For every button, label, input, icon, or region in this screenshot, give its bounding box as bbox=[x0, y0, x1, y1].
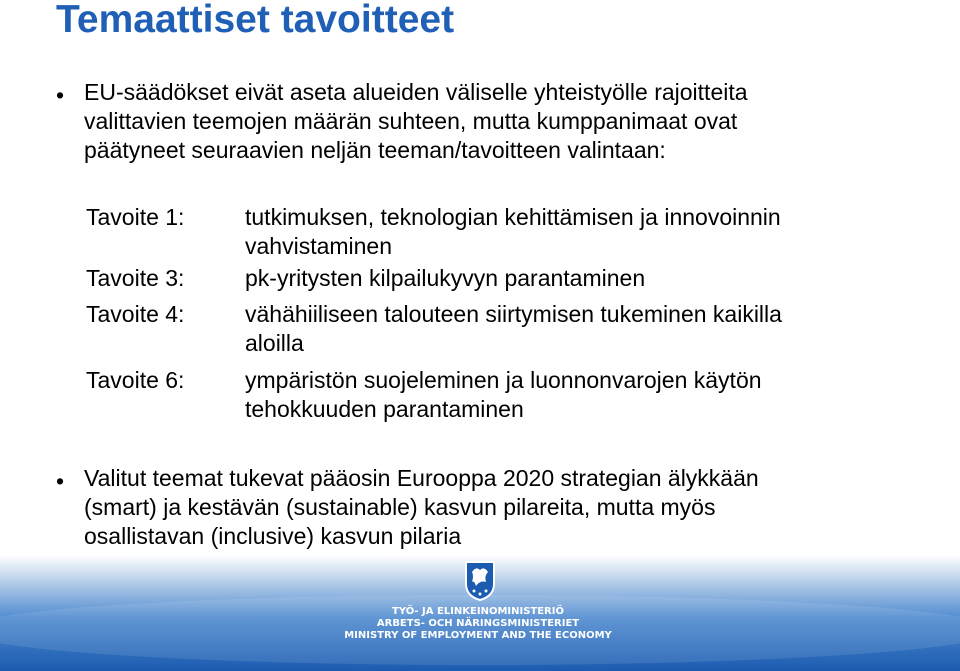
goal-desc-6 bbox=[245, 366, 762, 424]
goal-desc-line: ympäristön suojeleminen ja luonnonvarojen käytön bbox=[245, 367, 762, 393]
bullet-paragraph-1 bbox=[84, 78, 748, 165]
bullet-paragraph-2 bbox=[84, 464, 759, 551]
ministry-footer-banner bbox=[0, 555, 960, 671]
bullet-2-line: Valitut teemat tukevat pääosin Eurooppa 2020 strategian älykkään bbox=[84, 465, 759, 491]
bullet-2-line: (smart) ja kestävän (sustainable) kasvun pilareita, mutta myös bbox=[84, 494, 716, 520]
bullet-marker: • bbox=[56, 82, 65, 108]
ministry-name bbox=[340, 606, 616, 642]
goal-desc-line: tehokkuuden parantaminen bbox=[245, 396, 524, 422]
goal-desc-3 bbox=[245, 264, 645, 293]
goal-desc-4 bbox=[245, 300, 782, 358]
goal-desc-line: tutkimuksen, teknologian kehittämisen ja innovoinnin bbox=[245, 204, 781, 230]
goal-label-6: Tavoite 6: bbox=[86, 367, 185, 393]
goal-desc-1 bbox=[245, 203, 781, 261]
goal-label-3: Tavoite 3: bbox=[86, 265, 185, 291]
ministry-name-line: MINISTRY OF EMPLOYMENT AND THE ECONOMY bbox=[344, 630, 612, 641]
goal-desc-line: aloilla bbox=[245, 330, 304, 356]
goal-desc-line: vähähiiliseen talouteen siirtymisen tukeminen kaikilla bbox=[245, 301, 782, 327]
page-title: Temaattiset tavoitteet bbox=[56, 0, 455, 41]
goal-desc-line: pk-yritysten kilpailukyvyn parantaminen bbox=[245, 265, 646, 291]
bullet-1-line: EU-säädökset eivät aseta alueiden väliselle yhteistyölle rajoitteita bbox=[84, 79, 748, 105]
bullet-2-line: osallistavan (inclusive) kasvun pilaria bbox=[84, 523, 462, 549]
lion-crest-icon bbox=[462, 558, 498, 602]
ministry-name-line: ARBETS- OCH NÄRINGSMINISTERIET bbox=[376, 618, 580, 629]
ministry-name-line: TYÖ- JA ELINKEINOMINISTERIÖ bbox=[392, 606, 564, 617]
bullet-1-line: päätyneet seuraavien neljän teeman/tavoitteen valintaan: bbox=[84, 137, 666, 163]
goal-desc-line: vahvistaminen bbox=[245, 233, 393, 259]
bullet-1-line: valittavien teemojen määrän suhteen, mutta kumppanimaat ovat bbox=[84, 108, 738, 134]
goal-label-1: Tavoite 1: bbox=[86, 204, 185, 230]
bullet-marker: • bbox=[56, 468, 65, 494]
goal-label-4: Tavoite 4: bbox=[86, 301, 185, 327]
